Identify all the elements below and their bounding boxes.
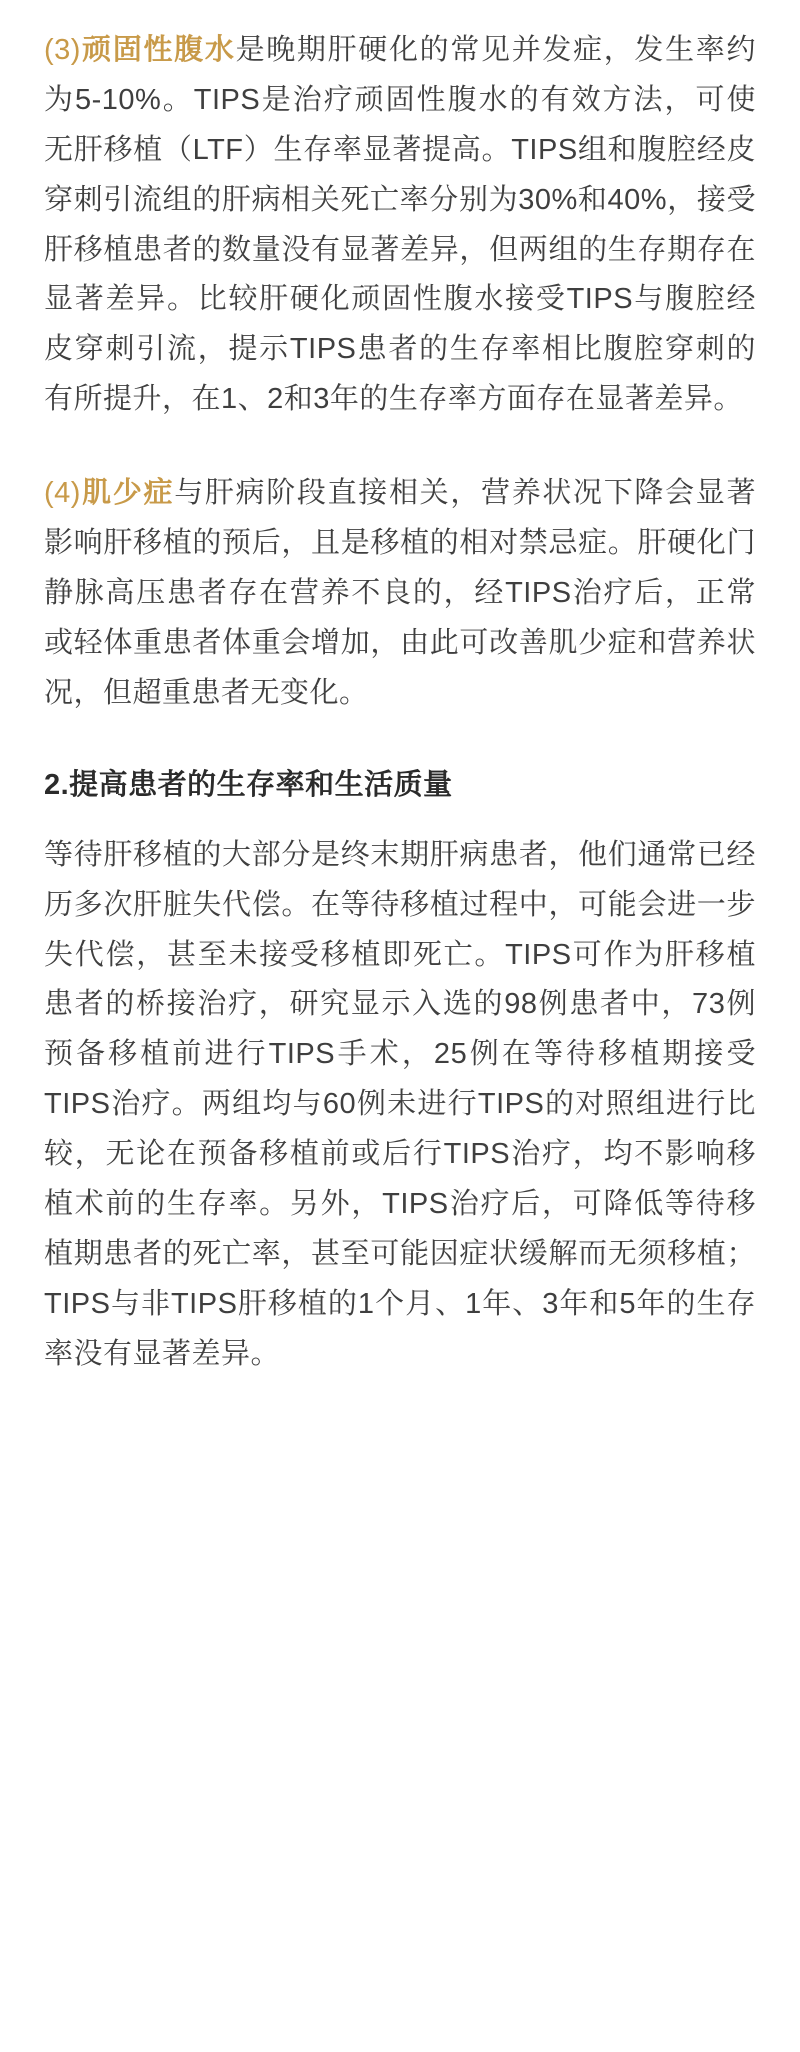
section-heading-survival-quality: 2.提高患者的生存率和生活质量: [44, 769, 453, 802]
paragraph-survival-quality-body: 等待肝移植的大部分是终末期肝病患者，他们通常已经历多次肝脏失代偿。在等待移植过程中，可能会进一步失代偿，甚至未接受移植即死亡。TIPS可作为肝移植患者的桥接治疗，研究显示入选的98例患者中，73例预备移植前进行TIPS手术，25例在等待移植期接受TIPS治疗。两组均与60例未进行TIPS的对照组进行比较，无论在预备移植前或后行TIPS治疗，均不影响移植术前的生存率。另外，TIPS治疗后，可降低等待移植期患者的死亡率，甚至可能因症状缓解而无须移植；TIPS与非TIPS肝移植的1个月、1年、3年和5年的生存率没有显著差异。: [44, 838, 756, 1370]
paragraph-refractory-ascites: [44, 26, 756, 425]
key-term-sarcopenia: 肌少症: [80, 477, 175, 509]
list-marker-3: (3): [44, 34, 81, 66]
key-term-refractory-ascites: 顽固性腹水: [80, 34, 236, 66]
list-marker-4: (4): [44, 477, 81, 509]
paragraph-sarcopenia-body: 与肝病阶段直接相关，营养状况下降会显著影响肝移植的预后，且是移植的相对禁忌症。肝硬化门静脉高压患者存在营养不良的，经TIPS治疗后，正常或轻体重患者体重会增加，由此可改善肌少症和营养状况，但超重患者无变化。: [44, 477, 756, 709]
paragraph-refractory-ascites-body: 是晚期肝硬化的常见并发症，发生率约为5-10%。TIPS是治疗顽固性腹水的有效方法，可使无肝移植（LTF）生存率显著提高。TIPS组和腹腔经皮穿刺引流组的肝病相关死亡率分别为30%和40%，接受肝移植患者的数量没有显著差异，但两组的生存期存在显著差异。比较肝硬化顽固性腹水接受TIPS与腹腔经皮穿刺引流，提示TIPS患者的生存率相比腹腔穿刺的有所提升，在1、2和3年的生存率方面存在显著差异。: [44, 34, 756, 416]
paragraph-sarcopenia: [44, 469, 756, 718]
